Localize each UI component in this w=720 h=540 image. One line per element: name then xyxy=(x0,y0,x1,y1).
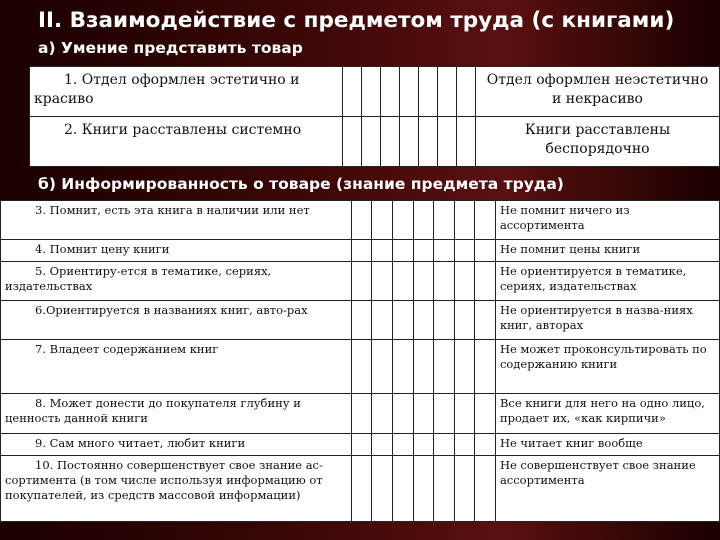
table-row xyxy=(1,262,720,301)
criterion-text: 10. Постоянно совершенствует свое знание ас-сортимента (в том числе используя информацию от покупателей, из средств массовой информации) xyxy=(5,458,323,502)
criterion-text: 8. Может донести до покупателя глубину и ценность данной книги xyxy=(5,396,301,425)
rating-cell[interactable] xyxy=(392,301,413,340)
rating-cell[interactable] xyxy=(392,240,413,262)
positive-criterion xyxy=(30,67,343,117)
rating-cell[interactable] xyxy=(454,434,475,456)
rating-cell[interactable] xyxy=(372,301,393,340)
rating-cell[interactable] xyxy=(457,117,476,167)
criterion-text: 4. Помнит цену книги xyxy=(35,242,170,256)
positive-criterion xyxy=(1,262,352,301)
rating-cell[interactable] xyxy=(343,67,362,117)
rating-cell[interactable] xyxy=(372,394,393,434)
table-row xyxy=(1,456,720,522)
rating-cell[interactable] xyxy=(413,394,434,434)
criterion-text: 2. Книги расставлены системно xyxy=(64,122,302,138)
rating-cell[interactable] xyxy=(362,117,381,167)
negative-criterion xyxy=(495,262,719,301)
criterion-text: 7. Владеет содержанием книг xyxy=(35,342,219,356)
positive-criterion xyxy=(1,456,352,522)
criterion-text: 6.Ориентируется в названиях книг, авто-рах xyxy=(35,303,308,317)
rating-cell[interactable] xyxy=(351,434,372,456)
rating-cell[interactable] xyxy=(392,201,413,240)
slide-title: II. Взаимодействие с предметом труда (с книгами) xyxy=(38,8,675,33)
positive-criterion xyxy=(1,301,352,340)
table-row xyxy=(1,434,720,456)
rating-cell[interactable] xyxy=(475,340,496,394)
criterion-text: Не помнит цены книги xyxy=(499,242,641,256)
table-row xyxy=(30,67,720,117)
rating-cell[interactable] xyxy=(434,394,455,434)
table-row xyxy=(1,201,720,240)
rating-cell[interactable] xyxy=(351,301,372,340)
criterion-text: 9. Сам много читает, любит книги xyxy=(35,436,246,450)
rating-cell[interactable] xyxy=(475,201,496,240)
rating-cell[interactable] xyxy=(392,340,413,394)
rating-cell[interactable] xyxy=(434,201,455,240)
rating-cell[interactable] xyxy=(475,456,496,522)
criterion-text: Не ориентируется в назва-ниях книг, авторах xyxy=(499,303,693,332)
negative-criterion xyxy=(476,117,720,167)
rating-cell[interactable] xyxy=(372,456,393,522)
positive-criterion xyxy=(1,240,352,262)
criterion-text: Не помнит ничего из ассортимента xyxy=(499,203,630,232)
rating-cell[interactable] xyxy=(454,340,475,394)
positive-criterion xyxy=(1,394,352,434)
table-row xyxy=(30,117,720,167)
rating-cell[interactable] xyxy=(392,434,413,456)
rating-cell[interactable] xyxy=(454,456,475,522)
rating-cell[interactable] xyxy=(419,117,438,167)
negative-criterion xyxy=(495,340,719,394)
negative-criterion xyxy=(495,394,719,434)
rating-cell[interactable] xyxy=(419,67,438,117)
section-b-title: б) Информированность о товаре (знание предмета труда) xyxy=(38,175,564,193)
negative-criterion xyxy=(495,201,719,240)
rating-cell[interactable] xyxy=(454,394,475,434)
rating-cell[interactable] xyxy=(351,456,372,522)
rating-cell[interactable] xyxy=(475,434,496,456)
section-a-table xyxy=(29,66,720,167)
rating-cell[interactable] xyxy=(438,117,457,167)
negative-criterion xyxy=(495,456,719,522)
positive-criterion xyxy=(1,201,352,240)
rating-cell[interactable] xyxy=(392,456,413,522)
rating-cell[interactable] xyxy=(372,262,393,301)
table-row xyxy=(1,394,720,434)
criterion-text: Все книги для него на одно лицо, продает их, «как кирпичи» xyxy=(499,396,705,425)
rating-cell[interactable] xyxy=(413,201,434,240)
rating-cell[interactable] xyxy=(362,67,381,117)
rating-cell[interactable] xyxy=(413,262,434,301)
section-a-title: а) Умение представить товар xyxy=(38,39,303,57)
rating-cell[interactable] xyxy=(438,67,457,117)
rating-cell[interactable] xyxy=(475,394,496,434)
negative-criterion xyxy=(495,301,719,340)
criterion-text: Не читает книг вообще xyxy=(499,436,643,450)
rating-cell[interactable] xyxy=(351,340,372,394)
rating-cell[interactable] xyxy=(413,340,434,394)
rating-cell[interactable] xyxy=(351,262,372,301)
criterion-text: Не ориентируется в тематике, сериях, издательствах xyxy=(499,264,687,293)
negative-criterion xyxy=(495,434,719,456)
rating-cell[interactable] xyxy=(413,240,434,262)
rating-cell[interactable] xyxy=(400,67,419,117)
rating-cell[interactable] xyxy=(351,201,372,240)
rating-cell[interactable] xyxy=(372,201,393,240)
rating-cell[interactable] xyxy=(372,434,393,456)
rating-cell[interactable] xyxy=(381,67,400,117)
rating-cell[interactable] xyxy=(434,262,455,301)
rating-cell[interactable] xyxy=(392,262,413,301)
rating-cell[interactable] xyxy=(457,67,476,117)
rating-cell[interactable] xyxy=(454,240,475,262)
rating-cell[interactable] xyxy=(475,240,496,262)
section-b-table xyxy=(0,200,720,522)
negative-criterion xyxy=(476,67,720,117)
rating-cell[interactable] xyxy=(413,434,434,456)
criterion-text: Книги расставлены беспорядочно xyxy=(524,122,671,157)
criterion-text: Не совершенствует свое знание ассортимента xyxy=(499,458,696,487)
rating-cell[interactable] xyxy=(454,301,475,340)
table-row xyxy=(1,340,720,394)
rating-cell[interactable] xyxy=(475,301,496,340)
rating-cell[interactable] xyxy=(351,394,372,434)
rating-cell[interactable] xyxy=(475,262,496,301)
rating-cell[interactable] xyxy=(351,240,372,262)
negative-criterion xyxy=(495,240,719,262)
rating-cell[interactable] xyxy=(400,117,419,167)
rating-cell[interactable] xyxy=(434,301,455,340)
positive-criterion xyxy=(30,117,343,167)
rating-cell[interactable] xyxy=(434,434,455,456)
rating-cell[interactable] xyxy=(454,262,475,301)
rating-cell[interactable] xyxy=(372,240,393,262)
positive-criterion xyxy=(1,434,352,456)
rating-cell[interactable] xyxy=(434,340,455,394)
rating-cell[interactable] xyxy=(413,301,434,340)
rating-cell[interactable] xyxy=(381,117,400,167)
criterion-text: 1. Отдел оформлен эстетично и красиво xyxy=(34,72,300,107)
rating-cell[interactable] xyxy=(434,456,455,522)
rating-cell[interactable] xyxy=(343,117,362,167)
rating-cell[interactable] xyxy=(434,240,455,262)
criterion-text: Отдел оформлен неэстетично и некрасиво xyxy=(486,72,709,107)
criterion-text: 5. Ориентиру-ется в тематике, сериях, издательствах xyxy=(5,264,272,293)
criterion-text: 3. Помнит, есть эта книга в наличии или нет xyxy=(35,203,310,217)
table-row xyxy=(1,301,720,340)
rating-cell[interactable] xyxy=(454,201,475,240)
rating-cell[interactable] xyxy=(392,394,413,434)
criterion-text: Не может проконсультировать по содержанию книги xyxy=(499,342,707,371)
rating-cell[interactable] xyxy=(413,456,434,522)
table-row xyxy=(1,240,720,262)
positive-criterion xyxy=(1,340,352,394)
rating-cell[interactable] xyxy=(372,340,393,394)
